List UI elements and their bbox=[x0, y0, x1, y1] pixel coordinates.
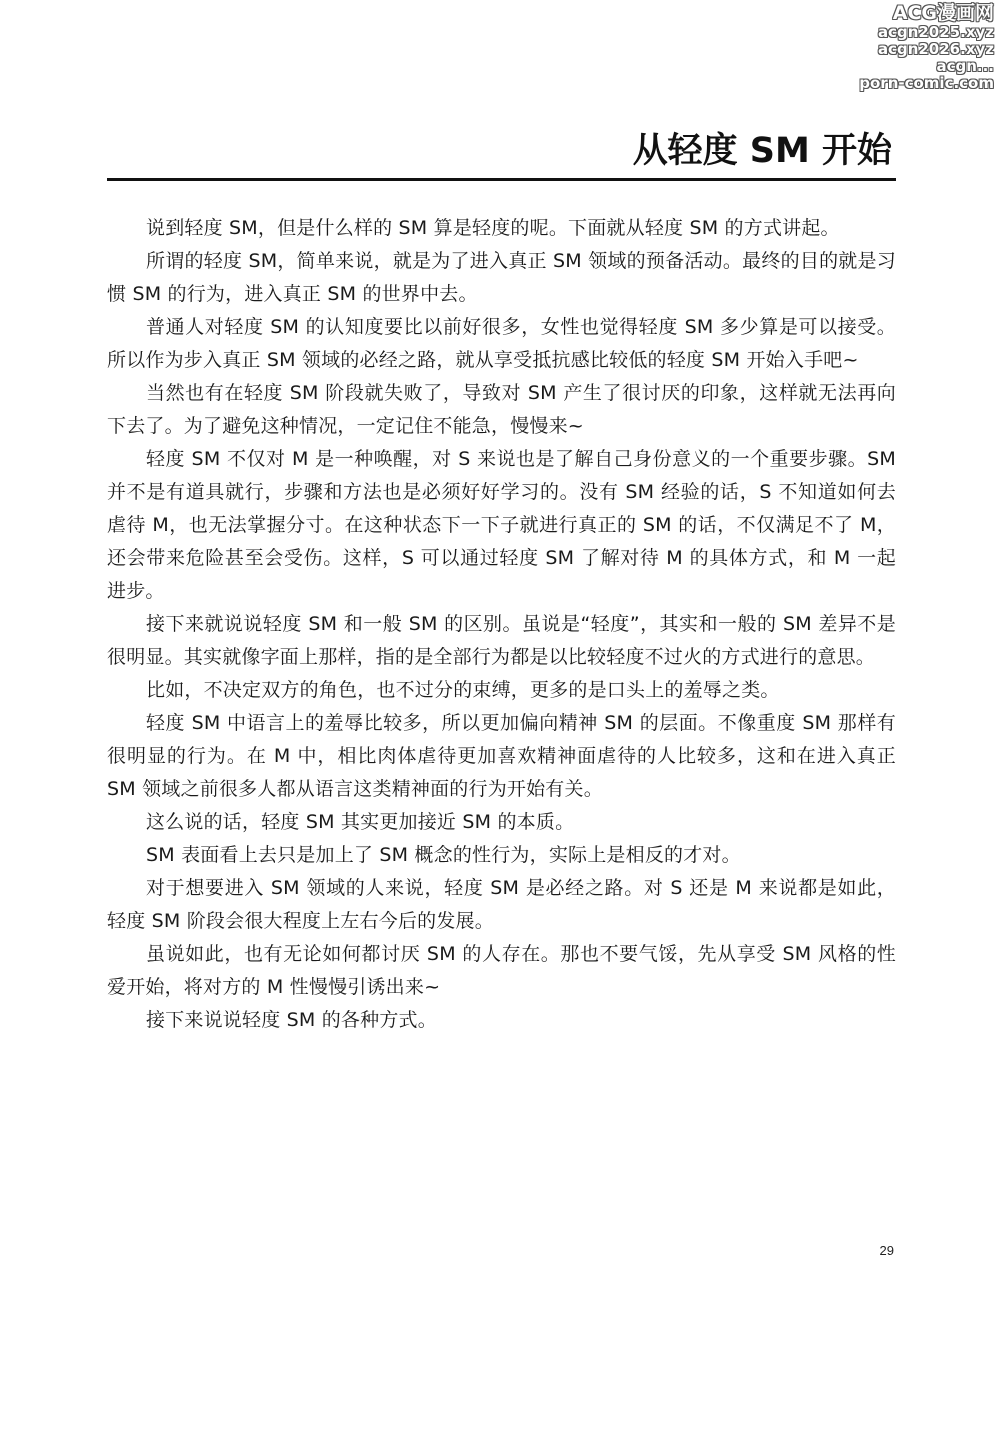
paragraph: 轻度 SM 中语言上的羞辱比较多，所以更加偏向精神 SM 的层面。不像重度 SM 那样有很明显的行为。在 M 中，相比肉体虐待更加喜欢精神面虐待的人比较多，这和在进入真正 SM 领域之前很多人都从语言这类精神面的行为开始有关。 bbox=[107, 712, 896, 800]
paragraph: 接下来说说轻度 SM 的各种方式。 bbox=[146, 1009, 437, 1031]
paragraph: 这么说的话，轻度 SM 其实更加接近 SM 的本质。 bbox=[146, 811, 575, 833]
paragraph: 比如，不决定双方的角色，也不过分的束缚，更多的是口头上的羞辱之类。 bbox=[146, 679, 780, 701]
watermark-line: acgn2025.xyz bbox=[877, 23, 994, 41]
paragraph: 轻度 SM 不仅对 M 是一种唤醒，对 S 来说也是了解自己身份意义的一个重要步骤。SM 并不是有道具就行，步骤和方法也是必须好好学习的。没有 SM 经验的话，S 不知道如何去虐待 M，也无法掌握分寸。在这种状态下一下子就进行真正的 SM 的话，不仅满足不了 M，还会带来危险甚至会受伤。这样，S 可以通过轻度 SM 了解对待 M 的具体方式，和 M 一起进步。 bbox=[107, 448, 896, 602]
paragraph: 说到轻度 SM，但是什么样的 SM 算是轻度的呢。下面就从轻度 SM 的方式讲起。 bbox=[146, 217, 840, 239]
page-header bbox=[107, 128, 896, 181]
page-number: 29 bbox=[879, 1243, 894, 1258]
watermark-line: porn-comic.com bbox=[859, 74, 994, 92]
body-text bbox=[107, 212, 896, 1037]
paragraph: 普通人对轻度 SM 的认知度要比以前好很多，女性也觉得轻度 SM 多少算是可以接受。所以作为步入真正 SM 领域的必经之路，就从享受抵抗感比较低的轻度 SM 开始入手吧~ bbox=[107, 316, 896, 371]
paragraph: SM 表面看上去只是加上了 SM 概念的性行为，实际上是相反的才对。 bbox=[146, 844, 741, 866]
page-title: 从轻度 SM 开始 bbox=[632, 131, 892, 171]
paragraph: 当然也有在轻度 SM 阶段就失败了，导致对 SM 产生了很讨厌的印象，这样就无法再向下去了。为了避免这种情况，一定记住不能急，慢慢来~ bbox=[107, 382, 896, 437]
paragraph: 虽说如此，也有无论如何都讨厌 SM 的人存在。那也不要气馁，先从享受 SM 风格的性爱开始，将对方的 M 性慢慢引诱出来~ bbox=[107, 943, 896, 998]
paragraph: 所谓的轻度 SM，简单来说，就是为了进入真正 SM 领域的预备活动。最终的目的就是习惯 SM 的行为，进入真正 SM 的世界中去。 bbox=[107, 250, 896, 305]
title-divider bbox=[107, 178, 896, 181]
watermark bbox=[844, 2, 994, 92]
watermark-line: ACG漫画网 bbox=[892, 2, 994, 24]
watermark-line: acgn2026.xyz bbox=[877, 40, 994, 58]
watermark-line: acgn... bbox=[936, 57, 994, 75]
paragraph: 接下来就说说轻度 SM 和一般 SM 的区别。虽说是“轻度”，其实和一般的 SM 差异不是很明显。其实就像字面上那样，指的是全部行为都是以比较轻度不过火的方式进行的意思。 bbox=[107, 613, 896, 668]
paragraph: 对于想要进入 SM 领域的人来说，轻度 SM 是必经之路。对 S 还是 M 来说都是如此，轻度 SM 阶段会很大程度上左右今后的发展。 bbox=[107, 877, 896, 932]
